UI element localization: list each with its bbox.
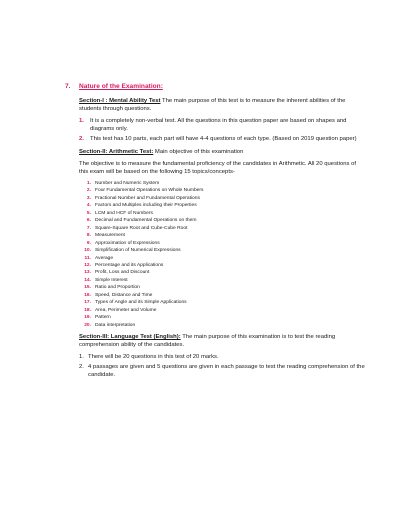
exam-content (65, 82, 365, 381)
section-heading (65, 82, 365, 91)
topic-item (79, 187, 365, 194)
topic-number: 13. (84, 270, 91, 276)
topic-item (79, 255, 365, 262)
topic-number: 18. (84, 307, 91, 313)
item-text: 4 passages are given and 5 questions are given in each passage to test the reading comprehension of the candidate. (88, 364, 365, 379)
section2-intro: The objective is to measure the fundamental proficiency of the candidates in Arithmetic. All 20 questions of this exam will be based on the following 15 topics/concepts- (79, 161, 357, 175)
section2-paragraph (79, 148, 365, 156)
section1-text: The main purpose of this test is to measure the inherent abilities of the students through questions. (79, 98, 346, 112)
topic-number: 9. (86, 240, 91, 246)
list-item (79, 363, 365, 379)
topic-item (79, 307, 365, 314)
heading-title: Nature of the Examination: (79, 83, 163, 90)
topic-item (79, 314, 365, 321)
topic-item (79, 240, 365, 247)
topic-item (79, 262, 365, 269)
topic-number: 19. (84, 315, 91, 321)
item-text: It is a completely non-verbal test. All the questions in this question paper are based on shapes and diagrams only. (90, 118, 347, 132)
section2-text: Main objective of this examination (153, 149, 244, 155)
topic-number: 1. (86, 181, 91, 186)
section2-lead: Section-II: Arithmetic Test: (79, 149, 154, 155)
topic-text: Simple Interest (95, 277, 128, 283)
topic-item (79, 284, 365, 291)
topic-item (79, 217, 365, 224)
topic-number: 14. (84, 277, 91, 283)
topic-item (79, 202, 365, 209)
topic-item (79, 232, 365, 239)
topic-item (79, 247, 365, 254)
topic-text: Square-Square Root and Cube-Cube Root (95, 225, 188, 231)
topic-text: Measurement (95, 233, 125, 239)
topic-text: Fractional Number and Fundamental Operations (95, 195, 200, 201)
topic-item (79, 210, 365, 217)
topic-text: Approximation of Expressions (95, 240, 160, 246)
section3-text: The main purpose of this examination is to test the reading comprehension ability of the candidates. (79, 334, 336, 349)
topic-text: Speed, Distance and Time (95, 292, 153, 298)
topic-text: Decimal and Fundamental Operations on them (95, 218, 197, 224)
topic-text: Number and Numeric System (95, 181, 160, 186)
list-item (79, 353, 365, 361)
section3-lead: Section-III: Language Test (English): (79, 334, 181, 341)
topic-number: 11. (84, 255, 91, 261)
topic-item (79, 299, 365, 306)
section1-paragraph (79, 97, 365, 113)
item-number: 2. (79, 136, 84, 142)
list-item (79, 135, 365, 143)
topic-item (79, 195, 365, 202)
topic-number: 20. (84, 322, 91, 328)
section3-paragraph (79, 333, 365, 349)
topic-text: Data interpretation (95, 322, 136, 328)
topic-text: Ratio and Proportion (95, 285, 140, 291)
topic-number: 3. (86, 195, 91, 201)
topic-text: Four Fundamental Operations on Whole Numbers (95, 188, 204, 194)
topic-text: Simplification of Numerical Expressions (95, 248, 181, 254)
topic-text: Profit, Loss and Discount (95, 270, 150, 276)
topic-item (79, 277, 365, 284)
topic-text: Pattern (95, 315, 111, 321)
topic-number: 17. (84, 300, 91, 306)
topic-text: Types of Angle and its Simple Applications (95, 300, 187, 306)
item-number: 1. (79, 118, 84, 124)
item-text: This test has 10 parts, each part will have 4-4 questions of each type. (Based on 2019 question paper) (90, 136, 357, 142)
item-number: 1. (79, 354, 84, 361)
topic-number: 16. (84, 292, 91, 298)
item-number: 2. (79, 364, 84, 371)
topics-list (79, 180, 365, 329)
topic-number: 15. (84, 285, 91, 291)
topic-item (79, 180, 365, 187)
topic-number: 5. (86, 210, 91, 216)
topic-number: 7. (86, 225, 91, 231)
section-mental-ability (79, 97, 365, 379)
topic-text: Percentage and its Applications (95, 262, 164, 268)
topic-number: 4. (86, 203, 91, 209)
topic-text: Factors and Multiples including their Properties (95, 203, 197, 209)
list-item (79, 117, 365, 133)
topic-text: Average (95, 255, 114, 261)
item-text: There will be 20 questions in this test of 20 marks. (88, 354, 219, 361)
topic-number: 10. (84, 248, 91, 254)
topic-number: 6. (86, 218, 91, 224)
topic-number: 8. (86, 233, 91, 239)
topic-number: 2. (86, 188, 91, 194)
topic-item (79, 269, 365, 276)
section1-lead: Section-I : Mental Ability Test (79, 98, 161, 104)
topic-item (79, 322, 365, 329)
topic-item (79, 292, 365, 299)
topic-number: 12. (84, 262, 91, 268)
topic-text: LCM and HCF of Numbers (95, 210, 153, 216)
topic-text: Area, Perimeter and Volume (95, 307, 157, 313)
topic-item (79, 225, 365, 232)
heading-number: 7. (65, 83, 71, 90)
